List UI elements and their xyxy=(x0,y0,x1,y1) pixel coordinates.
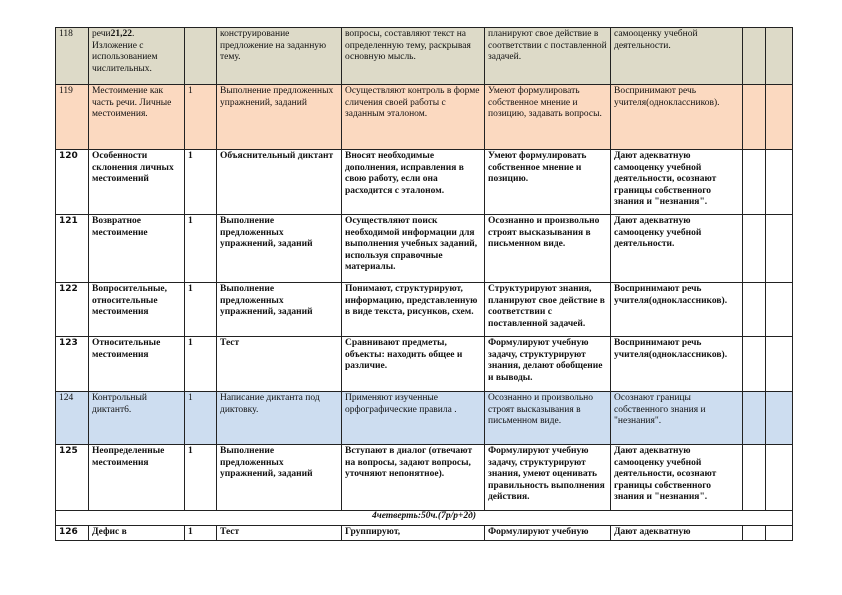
hours: 1 xyxy=(185,85,217,150)
cognitive-actions: Сравнивают предметы, объекты: находить общее и различие. xyxy=(342,337,485,392)
personal-results: Дают адекватную xyxy=(611,526,743,541)
section-heading-row xyxy=(56,511,793,526)
empty-cell xyxy=(743,392,766,445)
quarter-heading: 4четверть:50ч.(7р/р+2д) xyxy=(56,511,793,526)
cognitive-actions: Вносят необходимые дополнения, исправления в свою работу, если она расходится с эталоном. xyxy=(342,150,485,215)
lesson-number: 124 xyxy=(56,392,89,445)
personal-results: самооценку учебной деятельности. xyxy=(611,28,743,85)
lesson-plan-table xyxy=(55,27,793,541)
hours: 1 xyxy=(185,526,217,541)
empty-cell xyxy=(743,526,766,541)
table-row xyxy=(56,150,793,215)
lesson-number: 122 xyxy=(56,283,89,337)
regulative-actions: Умеют формулировать собственное мнение и позицию. xyxy=(485,150,611,215)
lesson-topic: Возвратное местоимение xyxy=(89,215,185,283)
activity: Выполнение предложенных упражнений, заданий xyxy=(217,85,342,150)
activity: Тест xyxy=(217,337,342,392)
empty-cell xyxy=(766,337,793,392)
activity: конструирование предложение на заданную тему. xyxy=(217,28,342,85)
regulative-actions: Умеют формулировать собственное мнение и позицию, задавать вопросы. xyxy=(485,85,611,150)
cognitive-actions: Осуществляют контроль в форме сличения своей работы с заданным эталоном. xyxy=(342,85,485,150)
activity: Выполнение предложенных упражнений, заданий xyxy=(217,283,342,337)
hours: 1 xyxy=(185,445,217,511)
table-row xyxy=(56,215,793,283)
personal-results: Воспринимают речь учителя(одноклассников). xyxy=(611,283,743,337)
empty-cell xyxy=(743,283,766,337)
lesson-topic: Вопросительные, относительные местоимения xyxy=(89,283,185,337)
activity: Объяснительный диктант xyxy=(217,150,342,215)
regulative-actions: планируют свое действие в соответствии с поставленной задачей. xyxy=(485,28,611,85)
regulative-actions: Осознанно и произвольно строят высказывания в письменном виде. xyxy=(485,215,611,283)
lesson-topic: Контрольный диктант6. xyxy=(89,392,185,445)
empty-cell xyxy=(743,445,766,511)
hours: 1 xyxy=(185,283,217,337)
cognitive-actions: Понимают, структурируют, информацию, представленную в виде текста, рисунков, схем. xyxy=(342,283,485,337)
regulative-actions: Формулируют учебную задачу, структурируют знания, умеют оценивать правильность выполнения действия. xyxy=(485,445,611,511)
lesson-topic: Неопределенные местоимения xyxy=(89,445,185,511)
table-row xyxy=(56,85,793,150)
cognitive-actions: вопросы, составляют текст на определенную тему, раскрывая основную мысль. xyxy=(342,28,485,85)
table-row xyxy=(56,526,793,541)
empty-cell xyxy=(766,85,793,150)
hours: 1 xyxy=(185,215,217,283)
cognitive-actions: Вступают в диалог (отвечают на вопросы, задают вопросы, уточняют непонятное). xyxy=(342,445,485,511)
empty-cell xyxy=(766,28,793,85)
empty-cell xyxy=(766,215,793,283)
hours xyxy=(185,28,217,85)
personal-results: Дают адекватную самооценку учебной деятельности, осознают границы собственного знания и "незнания". xyxy=(611,150,743,215)
regulative-actions: Формулируют учебную задачу, структурируют знания, делают обобщение и выводы. xyxy=(485,337,611,392)
lesson-topic: Особенности склонения личных местоимений xyxy=(89,150,185,215)
hours: 1 xyxy=(185,150,217,215)
personal-results: Дают адекватную самооценку учебной деятельности, осознают границы собственного знания и "незнания". xyxy=(611,445,743,511)
lesson-number: 120 xyxy=(56,150,89,215)
cognitive-actions: Осуществляют поиск необходимой информации для выполнения учебных заданий, используя справочные материалы. xyxy=(342,215,485,283)
empty-cell xyxy=(766,445,793,511)
cognitive-actions: Применяют изученные орфографические правила . xyxy=(342,392,485,445)
personal-results: Дают адекватную самооценку учебной деятельности. xyxy=(611,215,743,283)
table-row xyxy=(56,283,793,337)
table-row xyxy=(56,392,793,445)
lesson-number: 118 xyxy=(56,28,89,85)
lesson-topic: речи21,22. Изложение с использованием числительных. xyxy=(89,28,185,85)
hours: 1 xyxy=(185,392,217,445)
lesson-topic: Дефис в xyxy=(89,526,185,541)
regulative-actions: Структурируют знания, планируют свое действие в соответствии с поставленной задачей. xyxy=(485,283,611,337)
activity: Выполнение предложенных упражнений, заданий xyxy=(217,445,342,511)
lesson-number: 126 xyxy=(56,526,89,541)
empty-cell xyxy=(766,526,793,541)
empty-cell xyxy=(743,337,766,392)
table-row xyxy=(56,337,793,392)
empty-cell xyxy=(766,392,793,445)
empty-cell xyxy=(743,28,766,85)
lesson-topic: Относительные местоимения xyxy=(89,337,185,392)
empty-cell xyxy=(743,85,766,150)
regulative-actions: Формулируют учебную xyxy=(485,526,611,541)
empty-cell xyxy=(766,283,793,337)
empty-cell xyxy=(743,150,766,215)
table-row xyxy=(56,28,793,85)
activity: Тест xyxy=(217,526,342,541)
lesson-number: 123 xyxy=(56,337,89,392)
personal-results: Воспринимают речь учителя(одноклассников). xyxy=(611,337,743,392)
empty-cell xyxy=(766,150,793,215)
lesson-number: 121 xyxy=(56,215,89,283)
personal-results: Воспринимают речь учителя(одноклассников). xyxy=(611,85,743,150)
hours: 1 xyxy=(185,337,217,392)
activity: Выполнение предложенных упражнений, заданий xyxy=(217,215,342,283)
table-row xyxy=(56,445,793,511)
empty-cell xyxy=(743,215,766,283)
lesson-topic: Местоимение как часть речи. Личные местоимения. xyxy=(89,85,185,150)
personal-results: Осознают границы собственного знания и "незнания". xyxy=(611,392,743,445)
regulative-actions: Осознанно и произвольно строят высказывания в письменном виде. xyxy=(485,392,611,445)
cognitive-actions: Группируют, xyxy=(342,526,485,541)
lesson-number: 119 xyxy=(56,85,89,150)
lesson-number: 125 xyxy=(56,445,89,511)
activity: Написание диктанта под диктовку. xyxy=(217,392,342,445)
